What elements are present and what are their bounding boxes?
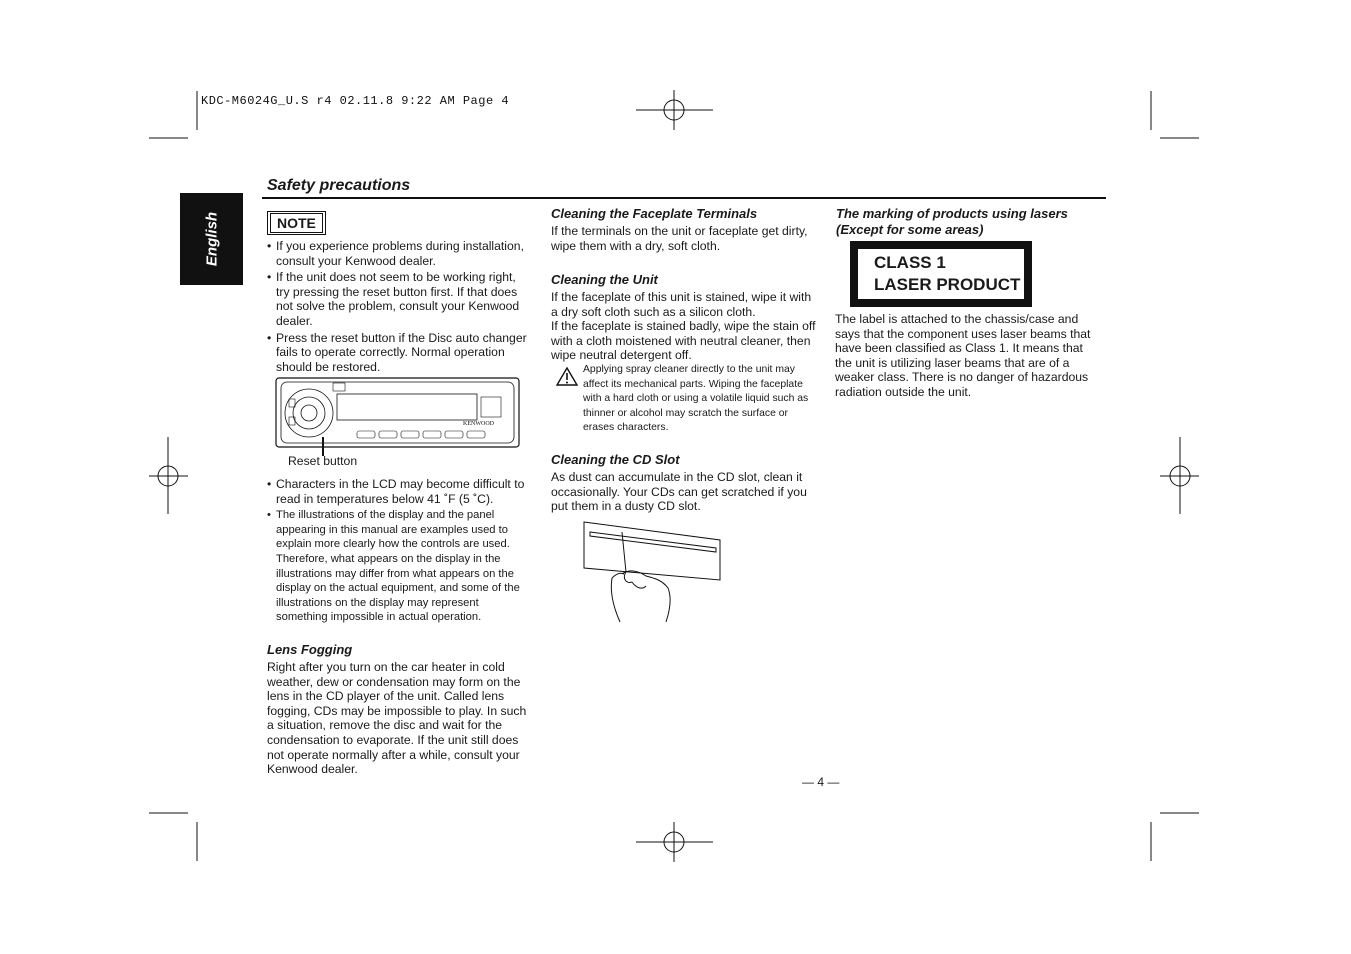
- laser-section-heading: [836, 206, 1104, 240]
- laser-label-line1: CLASS 1: [874, 253, 946, 272]
- figure-caption: Reset button: [288, 454, 358, 468]
- note-list: [267, 239, 529, 374]
- note-list-small: [267, 508, 531, 625]
- laser-label: [850, 241, 1032, 307]
- cd-slot-body: As dust can accumulate in the CD slot, clean it occasionally. Your CDs can get scratched if you put them in a dusty CD slot.: [551, 470, 807, 514]
- caution-text: Applying spray cleaner directly to the unit may affect its mechanical parts. Wiping the faceplate with a hard cloth or using a volatile liquid such as thinner or alcohol may scratch the surface or erases characters.: [583, 364, 809, 433]
- laser-heading: The marking of products using lasers (Except for some areas): [836, 206, 1068, 237]
- faceplate-terminals-section: [551, 206, 819, 253]
- cleaning-unit-heading: Cleaning the Unit: [551, 272, 658, 287]
- column-left-mid: [267, 477, 531, 627]
- warning-triangle-icon: [556, 366, 578, 386]
- cleaning-unit-body-1: If the faceplate of this unit is stained, wipe it with a dry soft cloth such as a silicon cloth.: [551, 290, 812, 319]
- faceplate-terminals-heading: Cleaning the Faceplate Terminals: [551, 206, 758, 221]
- note-label: NOTE: [270, 213, 323, 233]
- list-item: • If you experience problems during installation, consult your Kenwood dealer.: [267, 239, 529, 268]
- cd-slot-section: [551, 452, 821, 514]
- lens-fogging-section: [267, 642, 529, 777]
- note-badge: [267, 211, 326, 235]
- print-slug: KDC-M6024G_U.S r4 02.11.8 9:22 AM Page 4: [201, 94, 510, 108]
- laser-label-inner: [858, 249, 1024, 299]
- language-tab-label: English: [203, 211, 220, 267]
- lens-fogging-body: Right after you turn on the car heater in cold weather, dew or condensation may form on the lens in the CD player of the unit. Called lens fogging, CDs may be impossible to play. In such a situation, remove the disc and wait for the condensation to evaporate. If the unit still does not operate normally after a while, consult your Kenwood dealer.: [267, 660, 527, 777]
- list-item: • If the unit does not seem to be working right, try pressing the reset button first. If that does not solve the problem, consult your Kenwood dealer.: [267, 270, 529, 328]
- lens-fogging-heading: Lens Fogging: [267, 642, 353, 657]
- note-list-2: [267, 477, 531, 506]
- title-rule: [262, 197, 1106, 199]
- list-item: • Characters in the LCD may become difficult to read in temperatures below 41 ˚F (5 ˚C).: [267, 477, 531, 506]
- language-tab: [180, 193, 243, 285]
- list-item: • The illustrations of the display and the panel appearing in this manual are examples used to explain more clearly how the controls are used. Therefore, what appears on the display in the illustrations may differ from what appears on the display on the actual equipment, and some of the illustrations on the display may represent something impossible in actual operation.: [267, 508, 531, 625]
- column-left-top: [267, 239, 529, 376]
- list-item: • Press the reset button if the Disc auto changer fails to operate correctly. Normal operation should be restored.: [267, 331, 529, 375]
- cd-slot-heading: Cleaning the CD Slot: [551, 452, 680, 467]
- head-unit-illustration: [275, 377, 523, 457]
- section-title: Safety precautions: [267, 177, 411, 194]
- device-brand: KENWOOD: [463, 421, 494, 427]
- cd-slot-illustration: [582, 518, 724, 624]
- laser-label-line2: LASER PRODUCT: [874, 275, 1021, 294]
- faceplate-terminals-body: If the terminals on the unit or faceplate get dirty, wipe them with a dry, soft cloth.: [551, 224, 808, 253]
- page-number: — 4 —: [802, 775, 840, 789]
- cleaning-unit-body-2: If the faceplate is stained badly, wipe the stain off with a cloth moistened with neutral cleaner, then wipe neutral detergent off.: [551, 319, 816, 363]
- cleaning-unit-section: [551, 272, 819, 363]
- laser-body: The label is attached to the chassis/case and says that the component uses laser beams that have been classified as Class 1. It means that the unit is utilizing laser beams that are of a weaker class. There is no danger of hazardous radiation outside the unit.: [835, 312, 1091, 399]
